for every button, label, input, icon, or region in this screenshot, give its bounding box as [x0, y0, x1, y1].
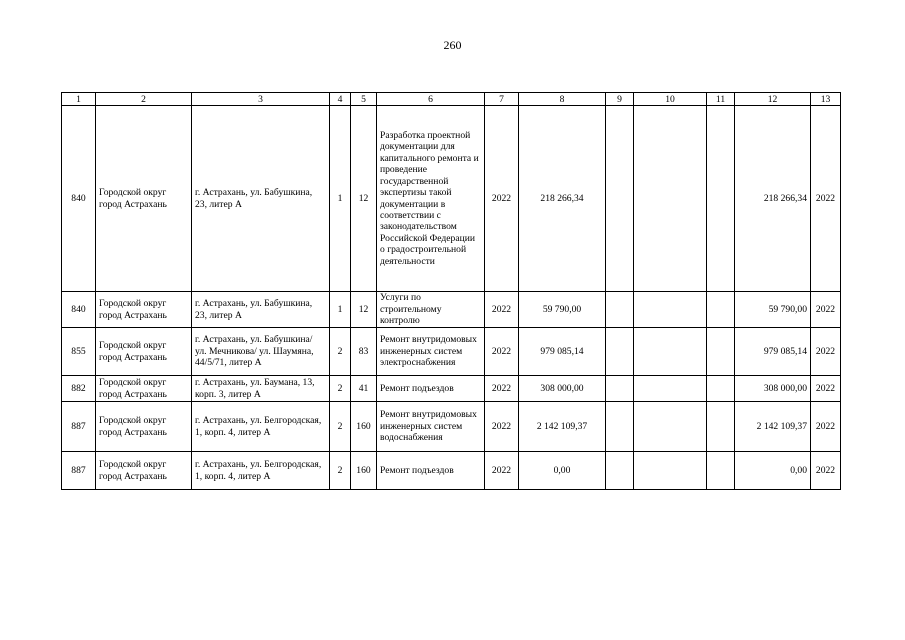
- cell-work-type: Услуги по строительному контролю: [377, 292, 485, 328]
- cell-year-end: 2022: [811, 106, 841, 292]
- cell-col9: [606, 292, 634, 328]
- cell-municipality: Городской округ город Астрахань: [96, 106, 192, 292]
- cell-work-type: Ремонт подъездов: [377, 452, 485, 490]
- cell-year: 2022: [485, 376, 519, 402]
- cell-number: 840: [62, 292, 96, 328]
- cell-work-type: Разработка проектной документации для капитального ремонта и проведение государственной экспертизы такой документации в соответствии с законодательством Российской Федерации о градостроительной деятельности: [377, 106, 485, 292]
- cell-col10: [634, 106, 707, 292]
- cell-total: 2 142 109,37: [735, 402, 811, 452]
- cell-year: 2022: [485, 328, 519, 376]
- cell-year-end: 2022: [811, 292, 841, 328]
- column-header: 5: [351, 93, 377, 106]
- column-header: 6: [377, 93, 485, 106]
- cell-number: 855: [62, 328, 96, 376]
- cell-col11: [707, 402, 735, 452]
- cell-address: г. Астрахань, ул. Бабушкина/ ул. Мечникова/ ул. Шаумяна, 44/5/71, литер А: [192, 328, 330, 376]
- cell-col4: 2: [330, 402, 351, 452]
- column-header: 12: [735, 93, 811, 106]
- column-header: 3: [192, 93, 330, 106]
- cell-municipality: Городской округ город Астрахань: [96, 376, 192, 402]
- cell-number: 882: [62, 376, 96, 402]
- cell-address: г. Астрахань, ул. Баумана, 13, корп. 3, литер А: [192, 376, 330, 402]
- cell-cost: 0,00: [519, 452, 606, 490]
- cell-col11: [707, 292, 735, 328]
- column-header: 10: [634, 93, 707, 106]
- cell-col4: 2: [330, 376, 351, 402]
- cell-col9: [606, 106, 634, 292]
- cell-col9: [606, 328, 634, 376]
- cell-address: г. Астрахань, ул. Бабушкина, 23, литер А: [192, 106, 330, 292]
- cell-total: 59 790,00: [735, 292, 811, 328]
- column-header: 9: [606, 93, 634, 106]
- cell-work-type: Ремонт внутридомовых инженерных систем электроснабжения: [377, 328, 485, 376]
- cell-work-type: Ремонт подъездов: [377, 376, 485, 402]
- cell-col11: [707, 376, 735, 402]
- cell-address: г. Астрахань, ул. Белгородская, 1, корп. 4, литер А: [192, 452, 330, 490]
- cell-col9: [606, 402, 634, 452]
- cell-col4: 1: [330, 292, 351, 328]
- cell-col10: [634, 376, 707, 402]
- cell-total: 218 266,34: [735, 106, 811, 292]
- column-header: 13: [811, 93, 841, 106]
- cell-year: 2022: [485, 292, 519, 328]
- table-row: [62, 292, 841, 328]
- column-header: 7: [485, 93, 519, 106]
- cell-cost: 59 790,00: [519, 292, 606, 328]
- cell-year-end: 2022: [811, 402, 841, 452]
- cell-col11: [707, 328, 735, 376]
- cell-cost: 308 000,00: [519, 376, 606, 402]
- column-header: 1: [62, 93, 96, 106]
- cell-col5: 160: [351, 402, 377, 452]
- table-row: [62, 328, 841, 376]
- cell-col10: [634, 402, 707, 452]
- cell-municipality: Городской округ город Астрахань: [96, 402, 192, 452]
- cell-year: 2022: [485, 452, 519, 490]
- cell-col10: [634, 452, 707, 490]
- table-row: [62, 452, 841, 490]
- cell-cost: 979 085,14: [519, 328, 606, 376]
- cell-municipality: Городской округ город Астрахань: [96, 292, 192, 328]
- cell-address: г. Астрахань, ул. Белгородская, 1, корп. 4, литер А: [192, 402, 330, 452]
- cell-total: 308 000,00: [735, 376, 811, 402]
- page-number: 260: [443, 38, 462, 52]
- column-header: 8: [519, 93, 606, 106]
- header-row: [62, 93, 841, 106]
- table-row: [62, 376, 841, 402]
- cell-address: г. Астрахань, ул. Бабушкина, 23, литер А: [192, 292, 330, 328]
- cell-work-type: Ремонт внутридомовых инженерных систем водоснабжения: [377, 402, 485, 452]
- cell-municipality: Городской округ город Астрахань: [96, 328, 192, 376]
- table-row: [62, 106, 841, 292]
- column-header: 2: [96, 93, 192, 106]
- cell-cost: 218 266,34: [519, 106, 606, 292]
- cell-col5: 12: [351, 106, 377, 292]
- table-row: [62, 402, 841, 452]
- cell-col5: 41: [351, 376, 377, 402]
- cell-year: 2022: [485, 402, 519, 452]
- cell-col5: 160: [351, 452, 377, 490]
- cell-col4: 2: [330, 328, 351, 376]
- cell-number: 887: [62, 402, 96, 452]
- works-table: [61, 92, 841, 490]
- cell-col5: 83: [351, 328, 377, 376]
- cell-col4: 2: [330, 452, 351, 490]
- column-header: 11: [707, 93, 735, 106]
- cell-col11: [707, 452, 735, 490]
- cell-col9: [606, 452, 634, 490]
- cell-municipality: Городской округ город Астрахань: [96, 452, 192, 490]
- cell-col4: 1: [330, 106, 351, 292]
- cell-year: 2022: [485, 106, 519, 292]
- cell-col11: [707, 106, 735, 292]
- cell-year-end: 2022: [811, 452, 841, 490]
- cell-col5: 12: [351, 292, 377, 328]
- cell-total: 979 085,14: [735, 328, 811, 376]
- cell-col10: [634, 328, 707, 376]
- cell-number: 887: [62, 452, 96, 490]
- cell-cost: 2 142 109,37: [519, 402, 606, 452]
- cell-number: 840: [62, 106, 96, 292]
- cell-col10: [634, 292, 707, 328]
- cell-year-end: 2022: [811, 376, 841, 402]
- cell-col9: [606, 376, 634, 402]
- column-header: 4: [330, 93, 351, 106]
- cell-year-end: 2022: [811, 328, 841, 376]
- cell-total: 0,00: [735, 452, 811, 490]
